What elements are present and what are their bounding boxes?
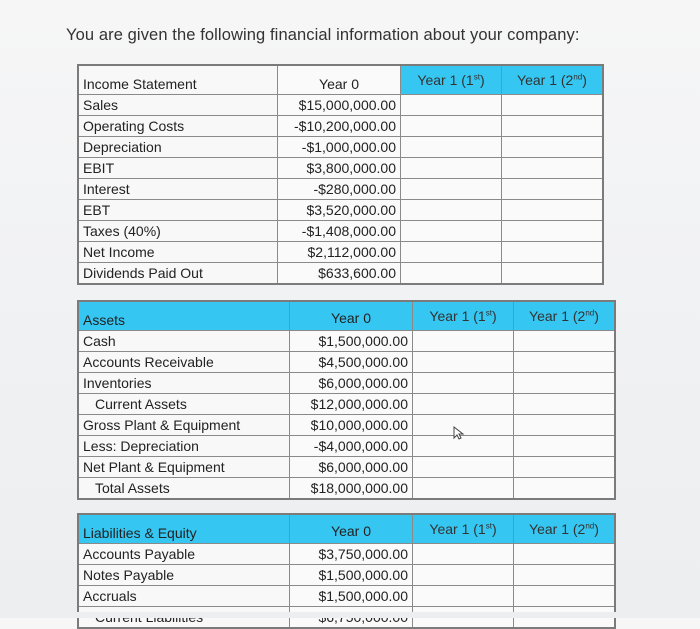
year0-header: Year 0 [278,65,401,95]
row-label: Gross Plant & Equipment [78,415,290,436]
input-cell[interactable] [514,352,616,373]
year1-first-header: Year 1 (1st) [413,514,514,544]
input-cell[interactable] [401,242,502,263]
row-value: $2,112,000.00 [278,242,401,263]
input-cell[interactable] [502,263,604,285]
row-value: $3,800,000.00 [278,158,401,179]
table-row [78,221,603,242]
row-label: Inventories [78,373,290,394]
year1-second-header: Year 1 (2nd) [514,514,616,544]
row-label: Accruals [78,586,290,607]
photo-edge [0,612,700,618]
row-value: -$10,200,000.00 [278,116,401,137]
year1-first-header: Year 1 (1st) [401,65,502,95]
input-cell[interactable] [413,478,514,500]
row-label: Net Plant & Equipment [78,457,290,478]
row-value: $12,000,000.00 [290,394,413,415]
input-cell[interactable] [401,179,502,200]
table-row [78,373,615,394]
table-header-row [78,301,615,331]
assets-table [77,300,616,500]
input-cell[interactable] [401,263,502,285]
input-cell[interactable] [514,331,616,352]
input-cell[interactable] [413,331,514,352]
row-value: $1,500,000.00 [290,565,413,586]
table-row [78,436,615,457]
income-statement-table [77,64,604,285]
income-statement-header: Income Statement [78,65,278,95]
input-cell[interactable] [401,221,502,242]
table-row [78,544,615,565]
table-row [78,200,603,221]
table-row [78,478,615,500]
row-value: -$280,000.00 [278,179,401,200]
table-row [78,331,615,352]
input-cell[interactable] [502,179,604,200]
input-cell[interactable] [514,415,616,436]
table-row [78,116,603,137]
row-value: $6,000,000.00 [290,457,413,478]
row-value: $18,000,000.00 [290,478,413,500]
input-cell[interactable] [401,200,502,221]
prompt-text: You are given the following financial information about your company: [66,26,580,44]
row-label: Dividends Paid Out [78,263,278,285]
row-value: $15,000,000.00 [278,95,401,116]
input-cell[interactable] [413,373,514,394]
input-cell[interactable] [514,457,616,478]
input-cell[interactable] [514,478,616,500]
table-row [78,565,615,586]
input-cell[interactable] [502,137,604,158]
row-label: Notes Payable [78,565,290,586]
row-label: Less: Depreciation [78,436,290,457]
row-value: $1,500,000.00 [290,586,413,607]
row-label: EBIT [78,158,278,179]
input-cell[interactable] [413,352,514,373]
input-cell[interactable] [502,95,604,116]
row-value: $633,600.00 [278,263,401,285]
row-label: Operating Costs [78,116,278,137]
table-row [78,95,603,116]
liabilities-header: Liabilities & Equity [78,514,290,544]
input-cell[interactable] [401,158,502,179]
assets-header: Assets [78,301,290,331]
table-row [78,457,615,478]
table-row [78,586,615,607]
input-cell[interactable] [502,242,604,263]
year0-header: Year 0 [290,301,413,331]
input-cell[interactable] [514,373,616,394]
row-value: $1,500,000.00 [290,331,413,352]
row-value: -$1,408,000.00 [278,221,401,242]
input-cell[interactable] [413,565,514,586]
row-value: -$1,000,000.00 [278,137,401,158]
row-value: -$4,000,000.00 [290,436,413,457]
row-label: EBT [78,200,278,221]
input-cell[interactable] [514,586,616,607]
row-label: Sales [78,95,278,116]
row-label: Interest [78,179,278,200]
table-row [78,158,603,179]
row-value: $4,500,000.00 [290,352,413,373]
table-row [78,137,603,158]
input-cell[interactable] [401,137,502,158]
row-label: Cash [78,331,290,352]
row-label: Total Assets [78,478,290,500]
row-label: Accounts Payable [78,544,290,565]
row-value: $3,520,000.00 [278,200,401,221]
input-cell[interactable] [413,457,514,478]
input-cell[interactable] [413,586,514,607]
table-row [78,242,603,263]
row-value: $6,000,000.00 [290,373,413,394]
input-cell[interactable] [413,394,514,415]
input-cell[interactable] [502,116,604,137]
input-cell[interactable] [514,544,616,565]
row-label: Current Assets [78,394,290,415]
table-row [78,179,603,200]
input-cell[interactable] [401,116,502,137]
table-header-row [78,65,603,95]
row-label: Net Income [78,242,278,263]
table-row [78,263,603,285]
table-row [78,394,615,415]
row-label: Depreciation [78,137,278,158]
input-cell[interactable] [502,200,604,221]
table-header-row [78,514,615,544]
row-label: Taxes (40%) [78,221,278,242]
year0-header: Year 0 [290,514,413,544]
input-cell[interactable] [502,221,604,242]
row-label: Accounts Receivable [78,352,290,373]
year1-first-header: Year 1 (1st) [413,301,514,331]
table-row [78,352,615,373]
year1-second-header: Year 1 (2nd) [502,65,604,95]
mouse-cursor-icon [453,426,465,440]
input-cell[interactable] [502,158,604,179]
table-row [78,415,615,436]
input-cell[interactable] [514,436,616,457]
input-cell[interactable] [514,394,616,415]
input-cell[interactable] [401,95,502,116]
year1-second-header: Year 1 (2nd) [514,301,616,331]
input-cell[interactable] [413,544,514,565]
row-value: $10,000,000.00 [290,415,413,436]
input-cell[interactable] [514,565,616,586]
row-value: $3,750,000.00 [290,544,413,565]
